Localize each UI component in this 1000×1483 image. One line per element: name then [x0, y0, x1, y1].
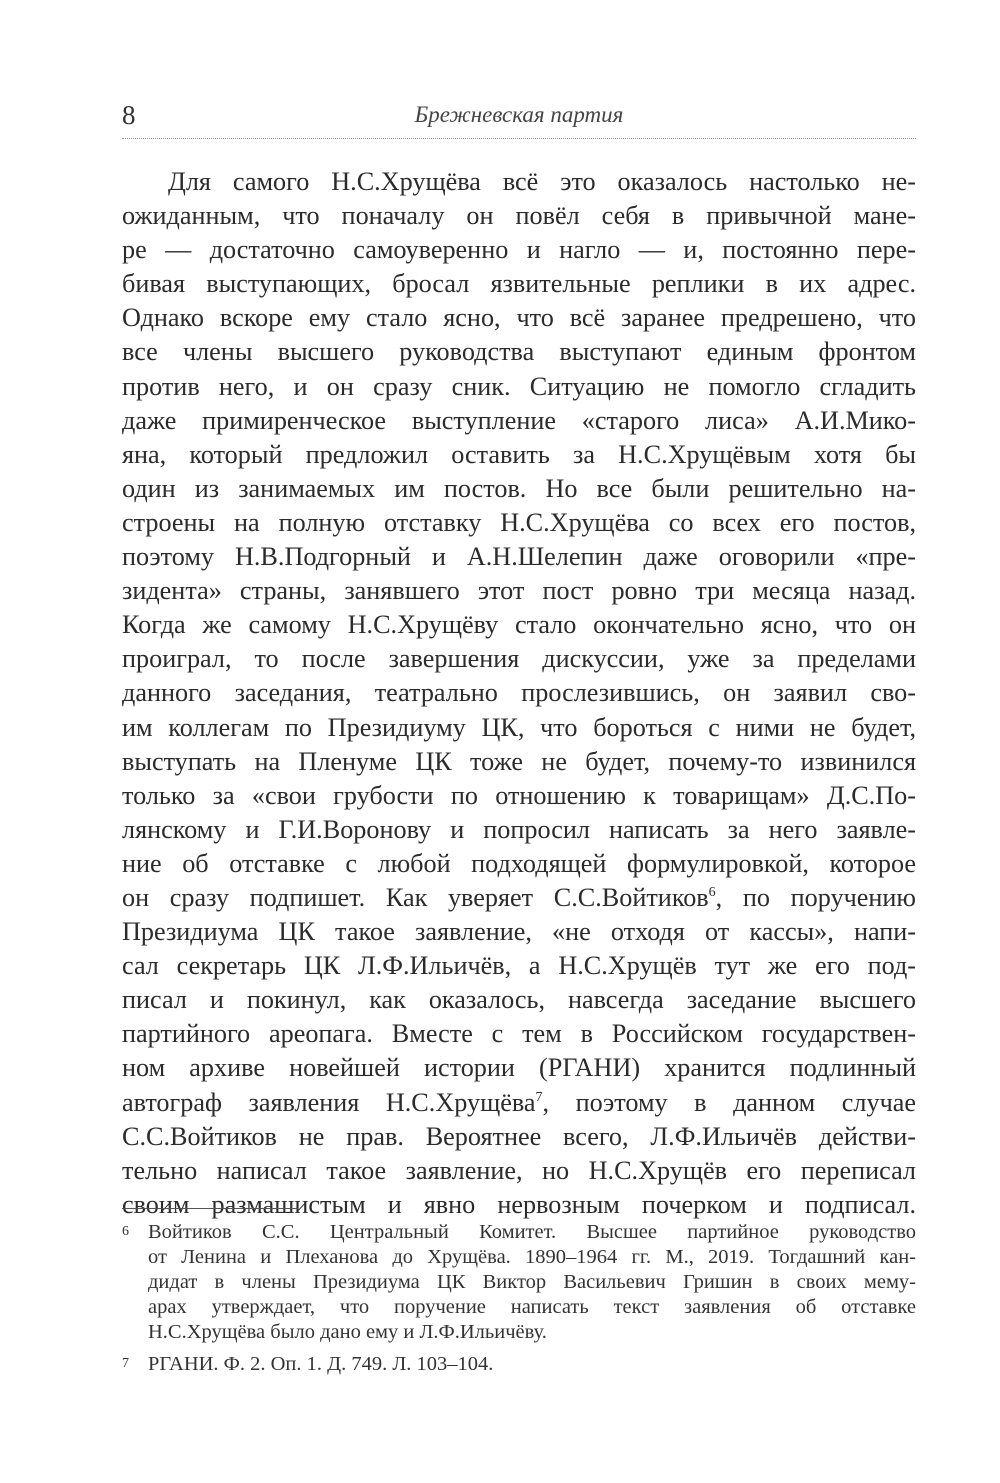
page-header [122, 98, 916, 138]
text-line: ние об отставке с любой подходящей формулировкой, которое [122, 848, 916, 878]
page-number: 8 [122, 100, 136, 130]
text-line: Когда же самому Н.С.Хрущёву стало окончательно ясно, что он [122, 610, 916, 640]
text-line: один из занимаемых им постов. Но все были решительно на- [122, 473, 916, 503]
text-line-with-footnote-ref [122, 881, 916, 915]
footnote-number: 6 [122, 1224, 129, 1239]
footnote-6 [122, 1220, 916, 1345]
footnote-line: Н.С.Хрущёва было дано ему и Л.Ф.Ильичёву. [148, 1321, 547, 1343]
text-line: против него, и он сразу сник. Ситуацию не помогло сгладить [122, 371, 916, 401]
footnote-number: 7 [122, 1356, 129, 1371]
text-line: С.С.Войтиков не прав. Вероятнее всего, Л.Ф.Ильичёв действи- [122, 1121, 916, 1151]
text-line: Для самого Н.С.Хрущёва всё это оказалось настолько не- [168, 167, 916, 196]
text-line-with-footnote-ref [122, 1086, 916, 1120]
text-line: своим размашистым и явно нервозным почерком и подписал. [122, 1189, 916, 1219]
text-line: ре — достаточно самоуверенно и нагло — и, постоянно пере- [122, 235, 916, 265]
footnote-line: РГАНИ. Ф. 2. Оп. 1. Д. 749. Л. 103–104. [148, 1353, 494, 1375]
text-fragment: автограф заявления Н.С.Хрущёва [122, 1087, 536, 1117]
footnote-line: от Ленина и Плеханова до Хрущёва. 1890–1964 гг. М., 2019. Тогдашний кан- [148, 1246, 916, 1268]
text-line: проиграл, то после завершения дискуссии, уже за пределами [122, 644, 916, 674]
text-line: ожиданным, что поначалу он повёл себя в привычной мане- [122, 201, 916, 231]
text-line: тельно написал такое заявление, но Н.С.Хрущёв его переписал [122, 1155, 916, 1185]
text-fragment: , поэтому в данном случае [542, 1087, 916, 1117]
text-line: зидента» страны, занявшего этот пост ровно три месяца назад. [122, 576, 916, 606]
text-line: партийного ареопага. Вместе с тем в Российском государствен- [122, 1019, 916, 1049]
text-line: поэтому Н.В.Подгорный и А.Н.Шелепин даже оговорили «пре- [122, 542, 916, 572]
text-line: писал и покинул, как оказалось, навсегда заседание высшего [122, 985, 916, 1015]
text-line: данного заседания, театрально прослезившись, он заявил сво- [122, 678, 916, 708]
text-line: Однако вскоре ему стало ясно, что всё заранее предрешено, что [122, 303, 916, 333]
header-divider [122, 138, 916, 139]
text-line: яна, который предложил оставить за Н.С.Хрущёвым хотя бы [122, 439, 916, 469]
text-line: все члены высшего руководства выступают единым фронтом [122, 337, 916, 367]
footnote-line: дидат в члены Президиума ЦК Виктор Васильевич Гришин в своих мему- [148, 1271, 916, 1293]
footnote-7 [122, 1352, 916, 1377]
text-fragment: , по поручению [715, 882, 916, 912]
text-line: бивая выступающих, бросал язвительные реплики в их адрес. [122, 269, 916, 299]
main-text [122, 165, 916, 1222]
footnote-divider [122, 1208, 298, 1209]
text-line: лянскому и Г.И.Воронову и попросил написать за него заявле- [122, 814, 916, 844]
footnotes [122, 1220, 916, 1377]
text-fragment: он сразу подпишет. Как уверяет С.С.Войтиков [122, 882, 709, 912]
text-line: строены на полную отставку Н.С.Хрущёва со всех его постов, [122, 507, 916, 537]
footnote-line: арах утверждает, что поручение написать текст заявления об отставке [148, 1296, 916, 1318]
text-line: ном архиве новейшей истории (РГАНИ) хранится подлинный [122, 1053, 916, 1083]
text-line: им коллегам по Президиуму ЦК, что бороться с ними не будет, [122, 712, 916, 742]
text-line: сал секретарь ЦК Л.Ф.Ильичёв, а Н.С.Хрущёв тут же его под- [122, 951, 916, 981]
footnote-ref[interactable]: 6 [708, 884, 716, 900]
text-line: только за «свои грубости по отношению к товарищам» Д.С.По- [122, 780, 916, 810]
running-title: Брежневская партия [414, 102, 624, 127]
footnote-ref[interactable]: 7 [535, 1089, 543, 1105]
text-line: Президиума ЦК такое заявление, «не отходя от кассы», напи- [122, 917, 916, 947]
text-line: выступать на Пленуме ЦК тоже не будет, почему-то извинился [122, 746, 916, 776]
text-line: даже примиренческое выступление «старого лиса» А.И.Мико- [122, 405, 916, 435]
footnote-line: Войтиков С.С. Центральный Комитет. Высшее партийное руководство [148, 1221, 916, 1243]
